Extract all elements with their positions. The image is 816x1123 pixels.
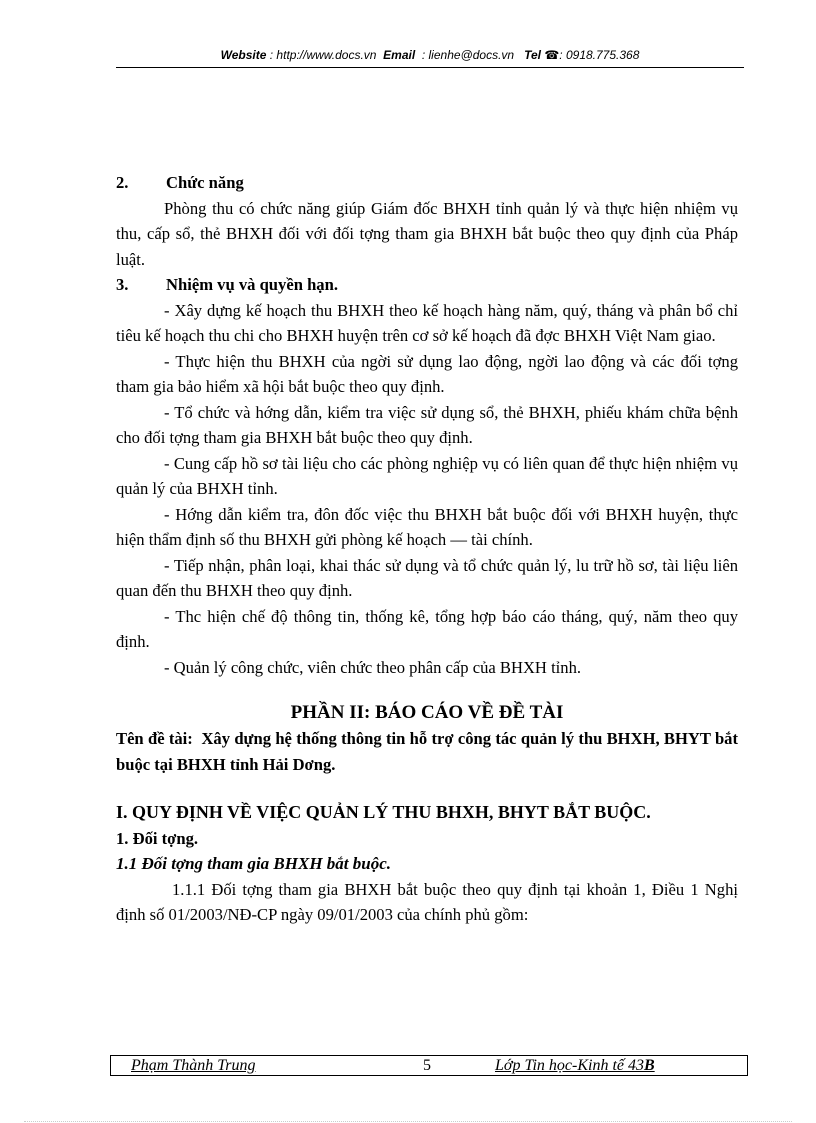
list-item: - Hớng dẫn kiểm tra, đôn đốc việc thu BHXH bắt buộc đối với BHXH huyện, thực hiện thẩm định số thu BHXH gửi phòng kế hoạch — tài chính. [116, 504, 738, 549]
website-value[interactable]: : http://www.docs.vn [269, 48, 377, 62]
tel-value: : 0918.775.368 [559, 48, 640, 62]
section-2-heading [116, 170, 738, 196]
list-item: - Thc hiện chế độ thông tin, thống kê, tổng hợp báo cáo tháng, quý, năm theo quy định. [116, 606, 738, 651]
page-number: 5 [423, 1057, 431, 1074]
heading-I: I. QUY ĐỊNH VỀ VIỆC QUẢN LÝ THU BHXH, BHYT BẮT BUỘC. [116, 802, 651, 822]
email-label: Email [383, 48, 416, 62]
paragraph-1-1-1: 1.1.1 Đối tợng tham gia BHXH bắt buộc theo quy định tại khoản 1, Điều 1 Nghị định số 01/2003/NĐ-CP ngày 09/01/2003 của chính phủ gồm: [116, 879, 738, 924]
footer-author: Phạm Thành Trung [131, 1057, 256, 1074]
section-3-title: Nhiệm vụ và quyền hạn. [166, 275, 338, 294]
part-2-title: PHẦN II: BÁO CÁO VỀ ĐỀ TÀI [290, 702, 564, 723]
list-item: - Tiếp nhận, phân loại, khai thác sử dụng và tổ chức quản lý, lu trữ hồ sơ, tài liệu liên quan đến thu BHXH theo quy định. [116, 555, 738, 600]
list-item: - Tổ chức và hớng dẫn, kiểm tra việc sử dụng sổ, thẻ BHXH, phiếu khám chữa bệnh cho đối tợng tham gia BHXH bắt buộc theo quy định. [116, 402, 738, 447]
list-item: - Xây dựng kế hoạch thu BHXH theo kế hoạch hàng năm, quý, tháng và phân bổ chỉ tiêu kế hoạch thu chi cho BHXH huyện trên cơ sở kế hoạch đã đợc BHXH Việt Nam giao. [116, 300, 738, 345]
page-header [116, 48, 744, 62]
heading-1: 1. Đối tợng. [116, 828, 199, 848]
topic-text: Xây dựng hệ thống thông tin hỗ trợ công tác quản lý thu BHXH, BHYT bắt buộc tại BHXH tỉnh Hải Dơng. [116, 729, 739, 774]
section-2-number: 2. [116, 173, 129, 192]
document-body [116, 170, 738, 928]
heading-1-1: 1.1 Đối tợng tham gia BHXH bắt buộc. [116, 854, 392, 873]
header-divider [116, 67, 744, 68]
page-footer [110, 1055, 748, 1076]
topic-label: Tên đề tài: [116, 729, 193, 748]
list-item: - Cung cấp hồ sơ tài liệu cho các phòng nghiệp vụ có liên quan để thực hiện nhiệm vụ quản lý của BHXH tỉnh. [116, 453, 738, 498]
footer-class-text: Lớp Tin học-Kinh tế 43 [495, 1057, 644, 1074]
section-2-title: Chức năng [166, 173, 244, 192]
list-item: - Quản lý công chức, viên chức theo phân cấp của BHXH tỉnh. [164, 657, 582, 677]
page-edge-dotted-line [24, 1121, 792, 1122]
list-item: - Thực hiện thu BHXH của ngời sử dụng lao động, ngời lao động và các đối tợng tham gia bảo hiểm xã hội bắt buộc theo quy định. [116, 351, 738, 396]
section-3-heading [116, 272, 738, 298]
email-value[interactable]: : lienhe@docs.vn [421, 48, 515, 62]
footer-class [495, 1056, 655, 1075]
tel-label: Tel [524, 48, 541, 62]
footer-class-suffix: B [644, 1057, 655, 1074]
section-3-number: 3. [116, 275, 129, 294]
phone-icon: ☎ [544, 48, 560, 62]
website-label: Website [220, 48, 267, 62]
topic-line [116, 726, 738, 778]
section-2-body: Phòng thu có chức năng giúp Giám đốc BHXH tỉnh quản lý và thực hiện nhiệm vụ thu, cấp sổ, thẻ BHXH đối với đối tợng tham gia BHXH bắt buộc theo quy định của Pháp luật. [116, 198, 738, 269]
